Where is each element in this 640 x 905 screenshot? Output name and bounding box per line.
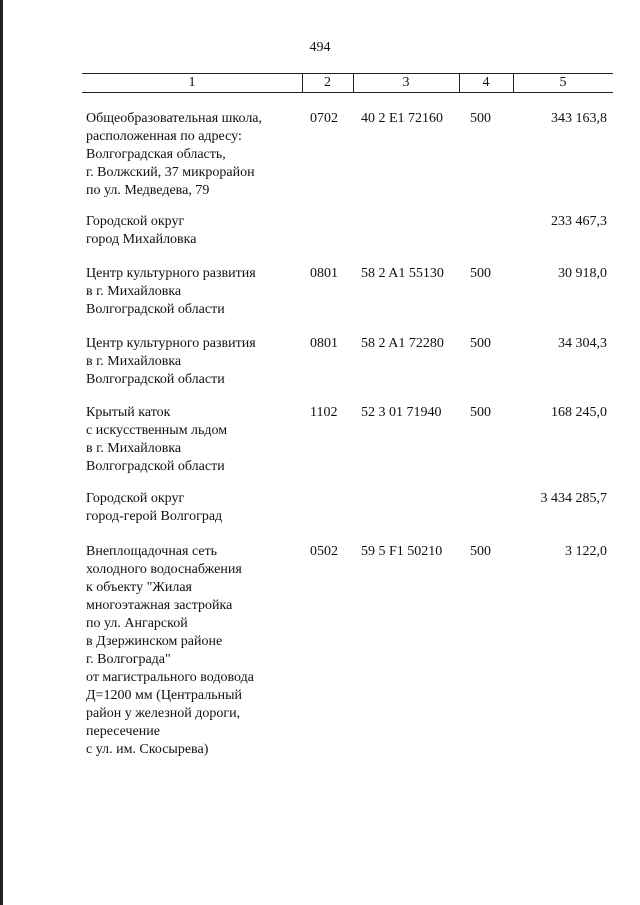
- row-name-line: Центр культурного развития: [86, 336, 256, 351]
- row-name-line: Волгоградская область,: [86, 147, 226, 162]
- row-type: 500: [470, 544, 491, 559]
- row-name-line: в г. Михайловка: [86, 284, 182, 299]
- row-amount: 168 245,0: [551, 405, 607, 420]
- header-col-4: 4: [482, 75, 490, 90]
- row-name-line: Центр культурного развития: [86, 266, 256, 281]
- page-number: 494: [309, 40, 331, 55]
- row-name: [86, 335, 296, 389]
- header-col-2: 2: [324, 75, 331, 90]
- row-type: 500: [470, 111, 491, 126]
- row-amount: 3 122,0: [565, 544, 607, 559]
- row-name-line: в г. Михайловка: [86, 354, 182, 369]
- row-amount: 233 467,3: [551, 214, 607, 229]
- row-name-line: с ул. им. Скосырева): [86, 742, 209, 757]
- row-amount: 30 918,0: [558, 266, 607, 281]
- row-name-line: Д=1200 мм (Центральный: [86, 688, 243, 703]
- row-name-line: Волгоградской области: [86, 372, 225, 387]
- row-code: 58 2 A1 72280: [361, 336, 444, 351]
- row-name-line: к объекту "Жилая: [86, 580, 192, 595]
- row-name-line: от магистрального водовода: [86, 670, 254, 685]
- row-name-line: г. Волгограда": [86, 652, 171, 667]
- row-section: 0702: [310, 111, 338, 126]
- row-name-line: Городской округ: [86, 214, 185, 229]
- row-name-line: холодного водоснабжения: [86, 562, 242, 577]
- row-name-line: многоэтажная застройка: [86, 598, 233, 613]
- row-name: [86, 490, 296, 526]
- row-name-line: в Дзержинском районе: [86, 634, 223, 649]
- row-section: 0801: [310, 266, 338, 281]
- row-type: 500: [470, 266, 491, 281]
- row-name-line: расположенная по адресу:: [86, 129, 242, 144]
- row-type: 500: [470, 336, 491, 351]
- row-name: [86, 213, 296, 249]
- row-amount: 343 163,8: [551, 111, 607, 126]
- row-name-line: пересечение: [86, 724, 160, 739]
- row-name-line: Общеобразовательная школа,: [86, 111, 263, 126]
- row-code: 52 3 01 71940: [361, 405, 442, 420]
- row-name-line: по ул. Медведева, 79: [86, 183, 210, 198]
- row-name: [86, 404, 296, 476]
- row-name-line: Городской округ: [86, 491, 185, 506]
- header-col-1: 1: [188, 75, 196, 90]
- header-col-5: 5: [559, 75, 567, 90]
- row-name-line: Волгоградской области: [86, 302, 225, 317]
- page-edge: [0, 0, 3, 905]
- row-name-line: в г. Михайловка: [86, 441, 182, 456]
- row-name-line: район у железной дороги,: [86, 706, 241, 721]
- row-name-line: город-герой Волгоград: [86, 509, 223, 524]
- row-name-line: по ул. Ангарской: [86, 616, 188, 631]
- row-section: 0502: [310, 544, 338, 559]
- row-code: 40 2 E1 72160: [361, 111, 444, 126]
- row-amount: 3 434 285,7: [540, 491, 607, 506]
- row-name: [86, 110, 296, 200]
- row-name-line: Крытый каток: [86, 405, 171, 420]
- row-amount: 34 304,3: [558, 336, 607, 351]
- row-name-line: Внеплощадочная сеть: [86, 544, 218, 559]
- row-name: [86, 265, 296, 319]
- row-section: 1102: [310, 405, 338, 420]
- row-code: 59 5 F1 50210: [361, 544, 443, 559]
- row-name: [86, 543, 296, 759]
- row-name-line: Волгоградской области: [86, 459, 225, 474]
- table-header: [82, 73, 613, 93]
- row-section: 0801: [310, 336, 338, 351]
- row-name-line: город Михайловка: [86, 232, 197, 247]
- row-type: 500: [470, 405, 491, 420]
- row-code: 58 2 A1 55130: [361, 266, 444, 281]
- row-name-line: с искусственным льдом: [86, 423, 228, 438]
- header-col-3: 3: [402, 75, 410, 90]
- row-name-line: г. Волжский, 37 микрорайон: [86, 165, 255, 180]
